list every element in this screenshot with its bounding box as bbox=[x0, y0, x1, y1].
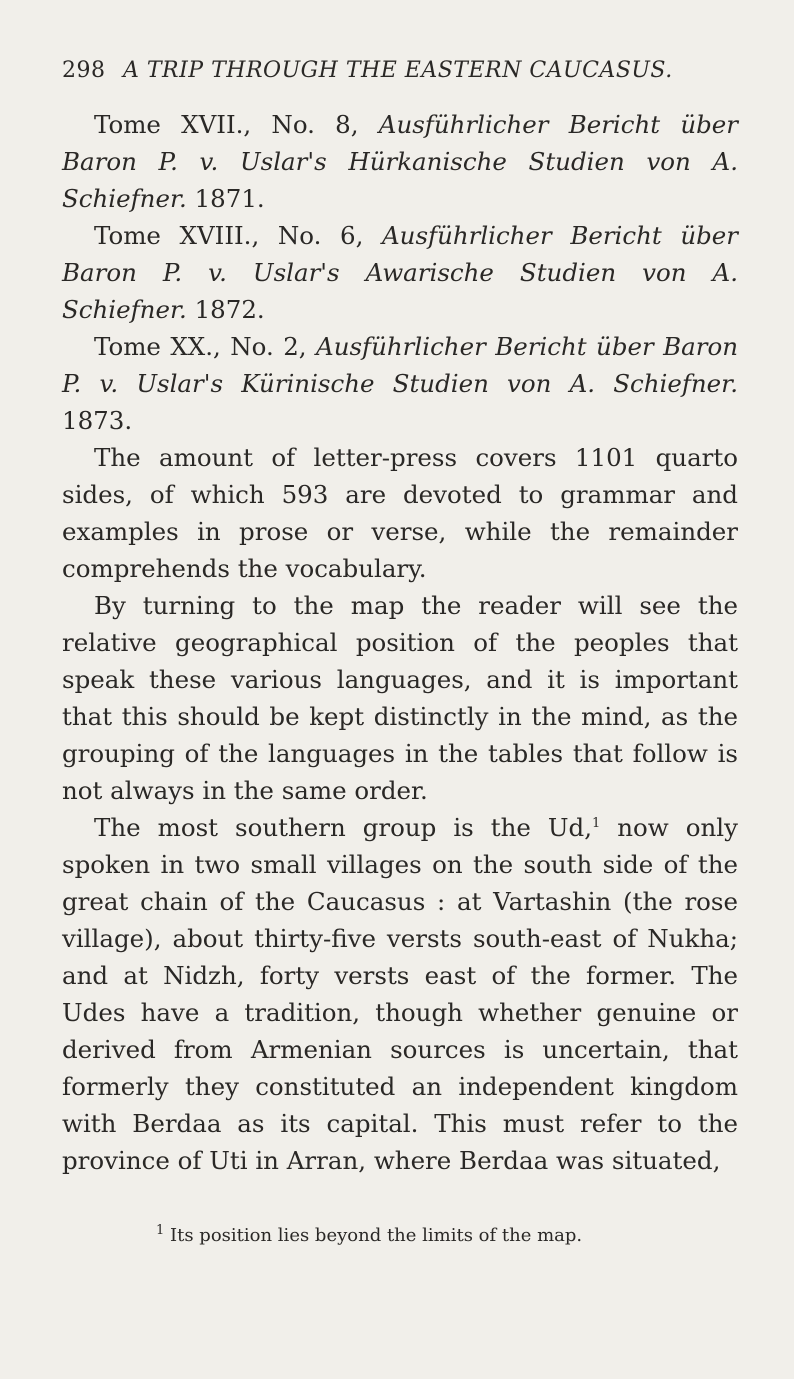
running-header bbox=[62, 58, 702, 83]
bibliography-entry: Tome XX., No. 2, Ausführlicher Bericht über Baron P. v. Uslar's Kürinische Studien von A. Schiefner. 1873. bbox=[62, 332, 738, 435]
footnote-reference: 1 bbox=[592, 815, 601, 831]
entry-title: Ausführlicher Bericht über Baron P. v. Uslar's Hürkanische Studien von A. Schiefner. bbox=[62, 110, 738, 213]
paragraph: By turning to the map the reader will see the relative geographical position of the peoples that speak these various languages, and it is important that this should be kept distinctly in the mind, as the grouping of the languages in the tables that follow is not always in the same order. bbox=[62, 591, 738, 805]
running-title: A TRIP THROUGH THE EASTERN CAUCASUS. bbox=[123, 58, 673, 83]
footnote-text: Its position lies beyond the limits of the map. bbox=[164, 1225, 583, 1246]
entry-title: Ausführlicher Bericht über Baron P. v. Uslar's Awarische Studien von A. Schiefner. bbox=[62, 221, 738, 324]
entry-title: Ausführlicher Bericht über Baron P. v. Uslar's Kürinische Studien von A. Schiefner. bbox=[62, 332, 738, 398]
bibliography-entry: Tome XVII., No. 8, Ausführlicher Bericht über Baron P. v. Uslar's Hürkanische Studien von A. Schiefner. 1871. bbox=[62, 110, 738, 213]
bibliography-entry: Tome XVIII., No. 6, Ausführlicher Bericht über Baron P. v. Uslar's Awarische Studien von A. Schiefner. 1872. bbox=[62, 221, 738, 324]
paragraph: The most southern group is the Ud,$^1$ now only spoken in two small villages on the south side of the great chain of the Caucasus : at Vartashin (the rose village), about thirty-five versts south-east of Nukha; and at Nidzh, forty versts east of the former. The Udes have a tradition, though whether genuine or derived from Armenian sources is uncertain, that formerly they constituted an independent kingdom with Berdaa as its capital. This must refer to the province of Uti in Arran, where Berdaa was situated, bbox=[62, 813, 738, 1175]
page-number: 298 bbox=[62, 58, 106, 83]
paragraph: The amount of letter-press covers 1101 quarto sides, of which 593 are devoted to grammar and examples in prose or verse, while the remainder comprehends the vocabulary. bbox=[62, 443, 738, 583]
footnote bbox=[62, 1225, 738, 1246]
body-text bbox=[62, 106, 738, 1179]
footnote-mark: 1 bbox=[156, 1223, 165, 1238]
